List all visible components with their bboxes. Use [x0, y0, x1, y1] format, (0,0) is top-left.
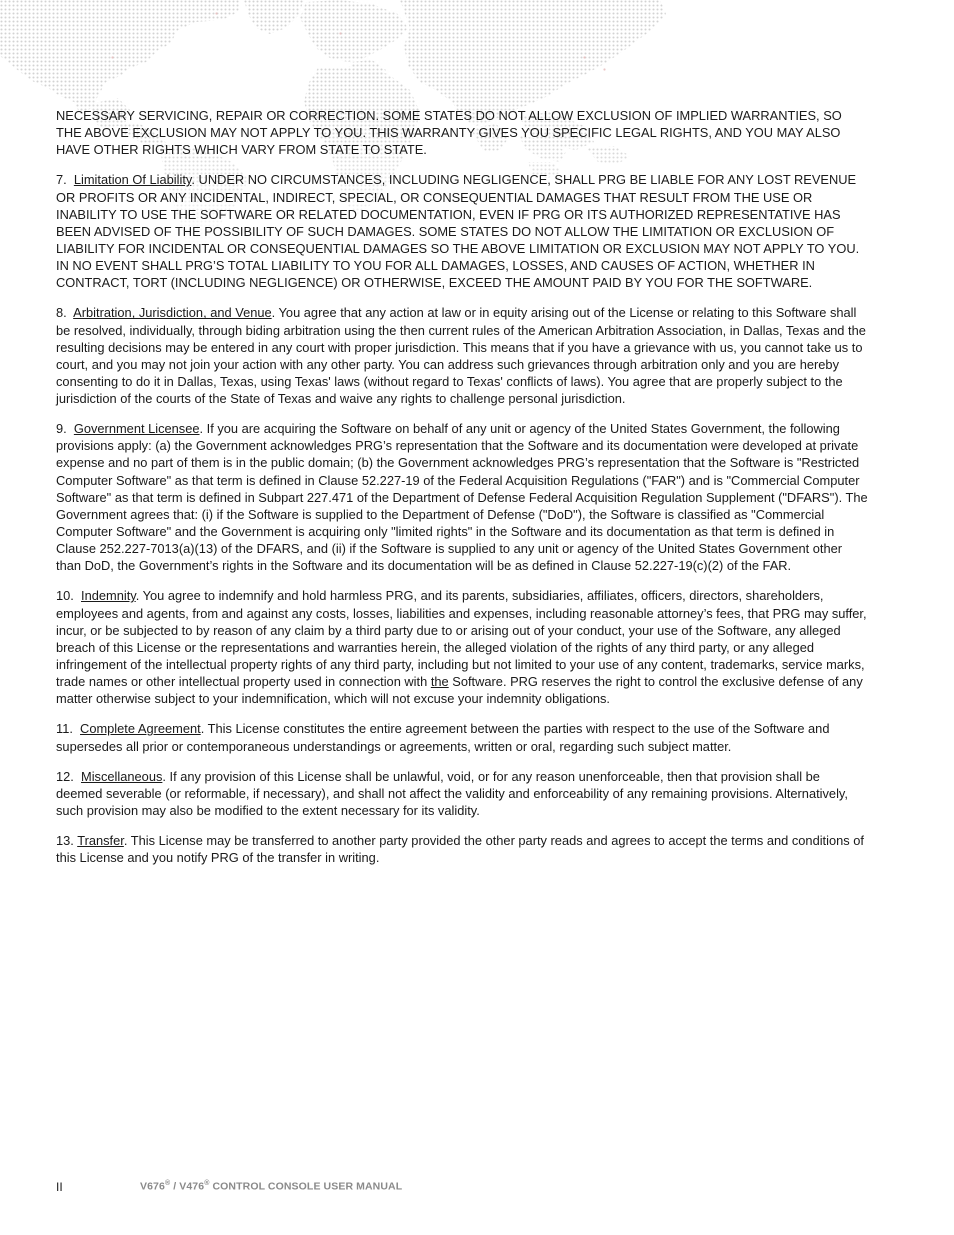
section-10-indemnity	[56, 587, 868, 707]
registered-mark: ®	[164, 1180, 171, 1187]
underlined-word: the	[430, 674, 449, 690]
section-body: . If you are acquiring the Software on behalf of any unit or agency of the United States Government, the following provisions apply: (a) the Government acknowledges PRG’s representation that the Software and its documentation were developed at private expense and no part of them is in the public domain; (b) the Government acknowledges PRG’s representation that the Software is "Restricted Computer Software" as that term is defined in Clause 52.227-19 of the Federal Acquisition Regulations ("FAR") and is "Commercial Computer Software" as that term is defined in Subpart 227.471 of the Department of Defense Federal Acquisition Regulation Supplement ("DFARS"). The Government agrees that: (i) if the Software is supplied to the Department of Defense ("DoD"), the Software is classified as "Commercial Computer Software" and the Government is acquiring only "limited rights" in the Software and its documentation as that term is defined in Clause 252.227-7013(a)(13) of the DFARS, and (ii) if the Software is supplied to any unit or agency of the United States Government other than DoD, the Government’s rights in the Software and its documentation will be as defined in Clause 52.227-19(c)(2) of the FAR.	[56, 421, 868, 574]
section-number: 13.	[56, 833, 74, 849]
section-body: . If any provision of this License shall be unlawful, void, or for any reason unenforceable, then that provision shall be deemed severable (or reformable, if necessary), and shall not affect the validity and enforceability of any remaining provisions. Alternatively, such provision may also be modified to the extent necessary for its validity.	[56, 768, 848, 818]
manual-title	[140, 1180, 402, 1193]
section-body: . You agree to indemnify and hold harmless PRG, and its parents, subsidiaries, affiliates, officers, directors, shareholders, employees and agents, from and against any costs, losses, liabilities and expenses, including reasonable attorney’s fees, that PRG may suffer, incur, or be subjected to by reason of any claim by a third party due to or arising out of your conduct, your use of the Software, any alleged breach of this License or the representations and warranties herein, the alleged violation of the rights of any third party, or any alleged infringement of the intellectual property rights of any third party, including but not limited to your use of any content, trademarks, service marks, trade names or other intellectual property used in connection with	[56, 588, 867, 690]
manual-suffix: CONTROL CONSOLE USER MANUAL	[209, 1180, 403, 1193]
warranty-continuation-paragraph: NECESSARY SERVICING, REPAIR OR CORRECTION. SOME STATES DO NOT ALLOW EXCLUSION OF IMPLIED WARRANTIES, SO THE ABOVE EXCLUSION MAY NOT APPLY TO YOU. THIS WARRANTY GIVES YOU SPECIFIC LEGAL RIGHTS, AND YOU MAY ALSO HAVE OTHER RIGHTS WHICH VARY FROM STATE TO STATE.	[56, 108, 842, 158]
section-title: Transfer	[77, 833, 124, 849]
section-body-continued: Software. PRG reserves the right to control the exclusive defense of any matter otherwise subject to your indemnification, which will not excuse your indemnity	[56, 674, 863, 707]
section-title: Government Licensee	[73, 421, 200, 437]
registered-mark: ®	[204, 1180, 210, 1187]
section-body: . UNDER NO CIRCUMSTANCES, INCLUDING NEGLIGENCE, SHALL PRG BE LIABLE FOR ANY LOST REVENUE OR PROFITS OR ANY INCIDENTAL, INDIRECT, SPECIAL, OR CONSEQUENTIAL DAMAGES THAT RESULT FROM THE USE OR INABILITY TO USE THE SOFTWARE OR RELATED DOCUMENTATION, EVEN IF PRG OR ITS AUTHORIZED REPRESENTATIVE HAS BEEN ADVISED OF THE POSSIBILITY OF SUCH DAMAGES. SOME STATES DO NOT ALLOW THE LIMITATION OR EXCLUSION OF LIABILITY FOR INCIDENTAL OR CONSEQUENTIAL DAMAGES SO THE ABOVE LIMITATION OR EXCLUSION MAY NOT APPLY TO YOU. IN NO EVENT SHALL PRG’S TOTAL LIABILITY TO YOU FOR ALL DAMAGES, LOSSES, AND CAUSES OF ACTION, WHETHER IN CONTRACT, TORT (INCLUDING NEGLIGENCE) OR OTHERWISE, EXCEED THE AMOUNT PAID BY YOU FOR THE SOFTWARE.	[56, 172, 860, 291]
page-footer	[56, 1178, 916, 1198]
section-11-complete-agreement	[56, 720, 868, 754]
section-title: Miscellaneous	[81, 768, 163, 784]
section-body: . This License constitutes the entire agreement between the parties with respect to the use of the Software and supersedes all prior or contemporaneous understandings or agreements, written or oral, regarding such subject matter.	[56, 721, 830, 754]
section-title: Indemnity	[81, 588, 136, 604]
section-body: . You agree that any action at law or in equity arising out of the License or relating to this Software shall be resolved, individually, through biding arbitration using the then current rules of the American Arbitration Association, in Dallas, Texas and the resulting decisions may be entered in any court with proper jurisdiction. This means that if you have a grievance with us, you cannot take us to court, and you may not join your action with any other party. You can address such grievances through arbitration only and you are hereby consenting to do it in Dallas, Texas, using Texas' laws (without regard to Texas' conflicts of laws). You agree that are properly subject to the jurisdiction of the courts of the State of Texas and waive any rights to challenge personal jurisdiction.	[56, 305, 866, 407]
page-number: II	[56, 1180, 63, 1194]
section-number: 9.	[56, 421, 67, 437]
section-number: 11.	[56, 721, 73, 737]
section-body: . This License may be transferred to another party provided the other party reads and agrees to accept the terms and conditions of this License and you notify PRG of the transfer in writing.	[56, 833, 864, 866]
section-7-limitation-of-liability	[56, 171, 868, 291]
section-body-end: obligations.	[545, 691, 610, 707]
section-number: 10.	[56, 588, 74, 604]
section-8-arbitration	[56, 304, 868, 407]
title-separator: /	[170, 1180, 180, 1193]
section-number: 8.	[56, 305, 67, 321]
model-a: V676	[140, 1180, 165, 1193]
section-title: Arbitration, Jurisdiction, and Venue	[73, 305, 272, 321]
model-b: V476	[179, 1180, 205, 1193]
section-title: Complete Agreement	[80, 721, 201, 737]
section-12-miscellaneous	[56, 768, 868, 819]
section-title: Limitation Of Liability	[73, 172, 192, 188]
license-text-body	[56, 107, 868, 879]
section-9-government-licensee	[56, 420, 868, 574]
section-13-transfer	[56, 832, 868, 866]
section-number: 12.	[56, 768, 74, 784]
section-number: 7.	[56, 172, 67, 188]
